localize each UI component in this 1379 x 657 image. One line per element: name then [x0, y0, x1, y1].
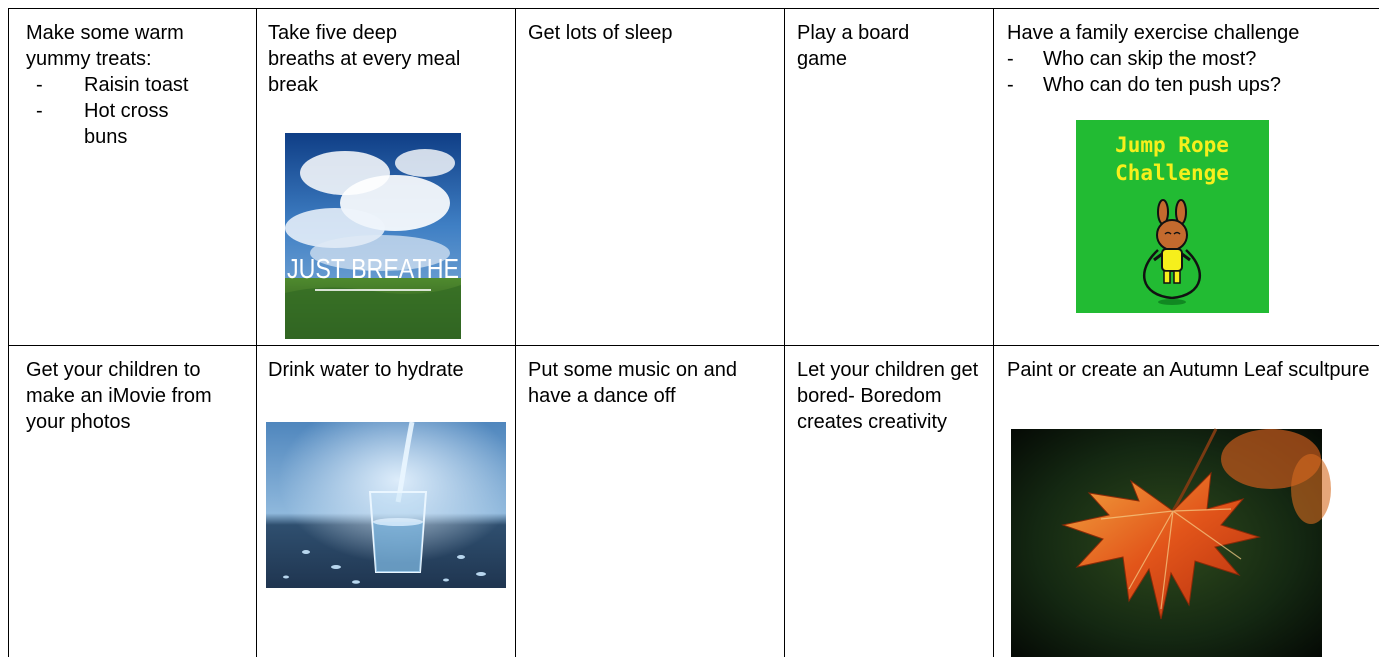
- table-column-divider: [784, 8, 785, 657]
- table-column-divider: [993, 8, 994, 657]
- autumn-leaf-image: [1011, 429, 1322, 657]
- cell-exercise-challenge: [1007, 20, 1375, 98]
- cell-autumn-leaf: [1007, 357, 1375, 383]
- jump-rope-title-line1: Jump Rope: [1115, 133, 1229, 157]
- cell-warm-treats: [26, 20, 248, 150]
- cell-imovie: [26, 357, 241, 435]
- table-border-top: [8, 8, 1379, 9]
- cell-text: Let your children get bored- Boredom creates creativity: [797, 359, 979, 433]
- cell-deep-breaths: [268, 20, 468, 98]
- cell-text: Drink water to hydrate: [268, 359, 464, 381]
- cell-text: Get your children to make an iMovie from your photos: [26, 359, 212, 433]
- list-item: - Raisin toast: [26, 72, 248, 98]
- cell-drink-water: [268, 357, 468, 383]
- list-item: - Hot cross buns: [26, 98, 204, 150]
- cell-text: Take five deep breaths at every meal break: [268, 22, 461, 96]
- list-item: - Who can skip the most?: [997, 46, 1375, 72]
- cell-boredom: [797, 357, 987, 435]
- jump-rope-title-line2: Challenge: [1115, 161, 1229, 185]
- cell-text: Get lots of sleep: [528, 22, 673, 44]
- water-glass-image: [266, 422, 506, 588]
- table-column-divider: [8, 8, 9, 657]
- cell-text: Paint or create an Autumn Leaf scultpure: [1007, 359, 1370, 381]
- treats-list: [26, 72, 248, 150]
- cell-text: Put some music on and have a dance off: [528, 359, 737, 407]
- jump-rope-challenge-image: [1076, 120, 1269, 313]
- cell-text: Play a board game: [797, 22, 910, 70]
- list-item: - Who can do ten push ups?: [997, 72, 1375, 98]
- table-column-divider: [256, 8, 257, 657]
- cell-sleep: [528, 20, 768, 46]
- table-column-divider: [515, 8, 516, 657]
- cell-text: Have a family exercise challenge: [1007, 22, 1300, 44]
- cell-board-game: [797, 20, 947, 72]
- cell-dance-off: [528, 357, 768, 409]
- just-breathe-text: JUST BREATHE: [287, 253, 459, 284]
- cell-text: Make some warm yummy treats:: [26, 22, 184, 70]
- table-row-divider: [8, 345, 1379, 346]
- challenge-list: [997, 46, 1375, 98]
- just-breathe-image: [285, 133, 461, 339]
